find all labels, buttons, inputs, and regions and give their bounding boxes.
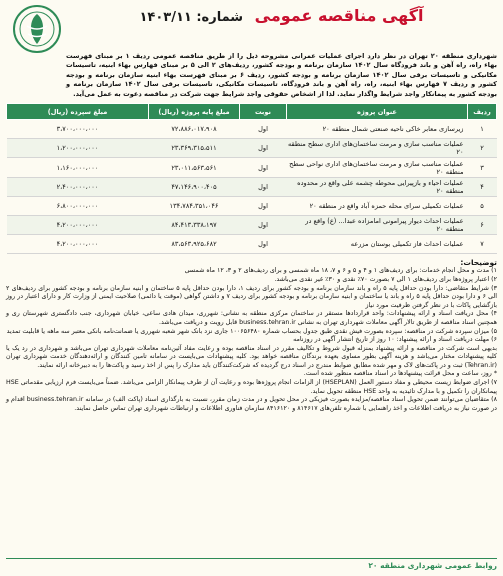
col-project-title: عنوان پروژه	[287, 104, 468, 120]
note-item: * روز، ساعت و محل قرائت پیشنهادها در اسناد مناقصه منظور شده است.	[303, 370, 497, 378]
footer	[6, 558, 497, 573]
cell-project-title: عملیات احداث دیوار پیرامونی امامزاده عبدا... (ع) واقع در منطقه ۲۰	[287, 215, 468, 234]
notes-list	[6, 267, 497, 413]
cell-project-title: عملیات احداث فاز تکمیلی بوستان مزرعه	[287, 235, 468, 254]
cell-deposit: ۱،۲۰۰،۰۰۰،۰۰۰	[7, 139, 149, 158]
table-row	[7, 158, 497, 177]
cell-round: اول	[240, 120, 287, 139]
tehran-municipality-logo-icon	[12, 4, 62, 54]
cell-base-amount: ۸۴،۴۱۳،۳۳۸،۱۹۷	[149, 215, 240, 234]
table-row	[7, 139, 497, 158]
note-item: ۶) مهلت دریافت اسناد و ارائه پیشنهاد: ۱۰ روز از تاریخ انتشار آگهی در روزنامه	[293, 336, 497, 344]
notice-title-text: آگهی مناقصه عمومی	[254, 6, 424, 25]
cell-deposit: ۱،۱۶۰،۰۰۰،۰۰۰	[7, 158, 149, 177]
col-base-amount: مبلغ پایه پروژه (ریال)	[149, 104, 240, 120]
table-row	[7, 177, 497, 196]
col-deposit: مبلغ سپرده (ریال)	[7, 104, 149, 120]
cell-base-amount: ۲۳،۳۶۹،۳۱۵،۵۱۱	[149, 139, 240, 158]
cell-project-title: زیرسازی معابر خاکی ناحیه صنعتی شمال منطقه ۲۰	[287, 120, 468, 139]
notes-heading: توضیحات:	[460, 258, 497, 268]
table-row	[7, 215, 497, 234]
cell-deposit: ۳،۷۰۰،۰۰۰،۰۰۰	[7, 120, 149, 139]
cell-row-number: ۱	[468, 120, 497, 139]
note-item: ۴) محل دریافت اسناد و ارائه پیشنهادات: واحد قراردادها مستقر در ساختمان مرکزی منطقه به نشانی: شهرری، میدان هادی ساعی، خیابان شهرداری، جنب دادگستری شهرستان ری و همچنین اسناد مناقصه از طریق تالار آگهی معاملات شهرداری تهران به نشانی business.tehran.ir قابل رویت و دریافت می‌باشد.	[6, 310, 497, 326]
note-item: ۲) اعتبار پروژه‌ها برای ردیف‌های ۱ الی ۷ بصورت ۷۰٪ نقدی و ۳۰٪ غیر نقدی می‌باشد.	[274, 275, 497, 283]
projects-table	[6, 103, 497, 254]
cell-base-amount: ۲۳،۰۱۱،۵۶۳،۵۶۱	[149, 158, 240, 177]
notice-number: شماره: ۱۴۰۳/۱۱	[139, 10, 244, 25]
note-item: ۳) شرایط متقاضی: دارا بودن حداقل پایه ۵ راه و باند سازمان برنامه و بودجه کشور برای ردیف ۱، دارا بودن حداقل پایه ۵ ساختمان و ابنیه سازمان برنامه و بودجه کشور برای ردیف‌های ۲ الی ۶ و دارا بودن حداقل پایه ۵ راه و باند یا ساختمان و ابنیه سازمان برنامه و بودجه کشور برای ردیف ۷ و داشتن گواهی (موقت یا دائمی) صلاحیت ایمنی از وزارت کار و دارای اعتبار در روز بازگشایی پاکات با در نظر گرفتن ظرفیت مورد نیاز	[6, 284, 497, 309]
cell-round: اول	[240, 196, 287, 215]
cell-base-amount: ۷۲،۸۸۶،۰۱۷،۹۰۸	[149, 120, 240, 139]
cell-round: اول	[240, 235, 287, 254]
table-row	[7, 196, 497, 215]
cell-row-number: ۴	[468, 177, 497, 196]
cell-base-amount: ۸۳،۵۶۳،۹۲۵،۶۸۲	[149, 235, 240, 254]
footer-signature: روابط عمومی شهرداری منطقه ۲۰	[368, 561, 497, 570]
cell-project-title: عملیات مناسب سازی و مرمت ساختمان‌های اداری نواحی سطح منطقه ۲۰	[287, 158, 468, 177]
cell-deposit: ۴،۲۰۰،۰۰۰،۰۰۰	[7, 235, 149, 254]
cell-round: اول	[240, 215, 287, 234]
cell-row-number: ۷	[468, 235, 497, 254]
note-item: ۷) اجرای ضوابط زیست محیطی و مفاد دستور العمل (HSEPLAN) از الزامات انجام پروژه‌ها بوده و رعایت آن از طرف پیمانکار الزامی می‌باشد. ضمناً می‌بایست فرم ارزیابی مقدماتی HSE پیمانکاران را تکمیل و با مدارک تائیدیه به واحد HSE منطقه تحویل نماید.	[6, 379, 497, 395]
notice-title	[139, 6, 423, 25]
cell-deposit: ۴،۲۰۰،۰۰۰،۰۰۰	[7, 215, 149, 234]
note-item: ۸) متقاضیان می‌توانند ضمن تحویل اسناد مناقصه/مزایده بصورت فیزیکی در محل تحویل و در مدت زمان مقرر، نسبت به بارگذاری اسناد (پاکت الف) در سامانه business.tehran.ir اقدام و در صورت نیاز به دریافت اطلاعات و اخذ راهنمایی با شماره تلفن‌های ۸۱۴۶۱۷ و ۸۴۱۶۱۲۰ سازمان فناوری اطلاعات و ارتباطات شهرداری تهران تماس حاصل نمایند.	[6, 396, 497, 412]
table-row	[7, 235, 497, 254]
cell-deposit: ۲،۴۰۰،۰۰۰،۰۰۰	[7, 177, 149, 196]
cell-project-title: عملیات مناسب سازی و مرمت ساختمان‌های اداری سطح منطقه ۲۰	[287, 139, 468, 158]
cell-base-amount: ۱۳۴،۷۸۴،۳۵۱،۰۴۶	[149, 196, 240, 215]
cell-base-amount: ۴۷،۱۴۶،۹۰۰،۴۰۵	[149, 177, 240, 196]
table-row	[7, 120, 497, 139]
intro-paragraph: شهرداری منطقه ۲۰ تهران در نظر دارد اجرای عملیات عمرانی مشروحه ذیل را از طریق مناقصه عمومی ردیف ۱ بر مبنای فهرست بهاء راه، راه آهن و باند فرودگاه سال ۱۴۰۲ سازمان برنامه و بودجه کشور، ردیف‌های ۲ الی ۵ بر مبنای فهارس بهاء ابنیه، تاسیسات مکانیکی و تاسیسات برقی سال ۱۴۰۲ سازمان برنامه و بودجه کشور، ردیف ۶ بر مبنای فهرست بهاء ابنیه سازمان برنامه و بودجه کشور و ردیف ۷ فهارس بهاء ابنیه، راه، راه آهن و باند فرودگاه، تاسیسات مکانیکی، تاسیسات برقی سال ۱۴۰۲ سازمان برنامه و بودجه کشور به پیمانکار واجد شرایط واگذار نماید. لذا از اشخاص حقوقی واجد شرایط جهت شرکت در مناقصه دعوت به عمل می‌آید.	[66, 52, 498, 98]
cell-deposit: ۶،۸۰۰،۰۰۰،۰۰۰	[7, 196, 149, 215]
note-item: بدیهی است شرکت در مناقصه و ارائه پیشنهاد بمنزله قبول شروط و تکالیف مقرر در اسناد مناقصه بوده و رعایت مفاد آئین‌نامه معاملات شهرداری تهران می‌باشد و شهرداری در رد یک یا کلیه پیشنهادات مختار می‌باشد و هزینه آگهی بطور مساوی بعهده برندگان مناقصه خواهد بود. کلیه پیشنهادات می‌بایست در سامانه تامین کنندگان و ارائه‌دهندگان خدمت شهرداری تهران (Tehran.ir) ثبت و در پاکت‌های لاک و مهر شده مطابق ضوابط مندرج در اسناد درج گردیده که شرکت‌کنندگان باید مدارک را پس از اخذ رسید و پاکت‌ها را به دبیرخانه ارائه نمایند.	[6, 344, 497, 369]
cell-row-number: ۲	[468, 139, 497, 158]
cell-round: اول	[240, 177, 287, 196]
cell-project-title: عملیات احیاء و بازپیرایی محوطه چشمه علی واقع در محدوده منطقه ۲۰	[287, 177, 468, 196]
note-item: ۵) میزان سپرده شرکت در مناقصه: سپرده بصورت فیش نقدی طبق جدول بحساب شماره ۱۰۰۶۵۶۴۸۰ جاری نزد بانک شهر شعبه شهرری یا ضمانت‌نامه بانکی معتبر سه ماهه یا قابلیت تمدید	[6, 327, 497, 335]
cell-round: اول	[240, 139, 287, 158]
cell-round: اول	[240, 158, 287, 177]
title-block	[66, 6, 497, 25]
col-row-number: ردیف	[468, 104, 497, 120]
cell-row-number: ۳	[468, 158, 497, 177]
col-round: نوبت	[240, 104, 287, 120]
table-header-row	[7, 104, 497, 120]
notice-header	[6, 4, 497, 42]
cell-project-title: عملیات تکمیلی سرای محله حمزه آباد واقع در منطقه ۲۰	[287, 196, 468, 215]
cell-row-number: ۵	[468, 196, 497, 215]
note-item: ۱) مدت و محل انجام خدمات: برای ردیف‌های ۱ و ۴ و ۵ و ۶ و ۷، ۱۸ ماه شمسی و برای ردیف‌های ۲ و ۳، ۱۲ ماه شمسی	[184, 267, 497, 275]
cell-row-number: ۶	[468, 215, 497, 234]
